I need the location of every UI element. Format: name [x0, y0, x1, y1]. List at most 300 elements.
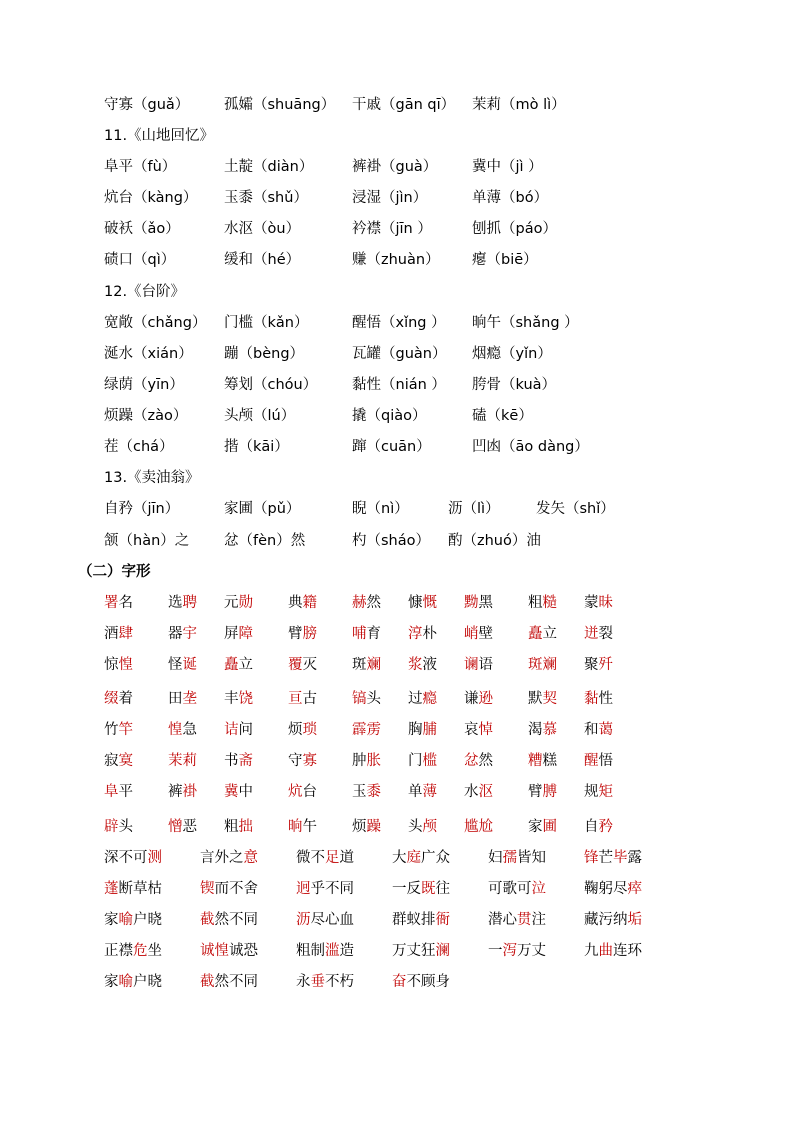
vocab-word	[528, 621, 557, 647]
vocab-word	[168, 652, 197, 678]
pinyin-entry: 缓和（hé）	[224, 252, 301, 268]
highlighted-char: 颅	[422, 819, 437, 835]
plain-char: 裂	[598, 626, 613, 642]
lesson-heading	[0, 123, 794, 149]
pinyin-entry: 胯骨（kuà）	[472, 377, 557, 393]
plain-char: 急	[182, 722, 197, 738]
pinyin-entry: 裤褂（guà）	[352, 159, 438, 175]
pinyin-word-tail: 油	[526, 533, 541, 549]
plain-char: 水	[464, 784, 479, 800]
vocab-word	[528, 779, 557, 805]
vocab-word	[584, 652, 613, 678]
pinyin-entry: 干戚（gān qī）	[352, 97, 456, 113]
plain-char: 液	[422, 657, 437, 673]
plain-char: 名	[118, 595, 133, 611]
plain-char: 连环	[613, 943, 642, 959]
pinyin-word: 茉莉	[472, 97, 501, 113]
vocab-word	[352, 652, 381, 678]
idiom-row	[0, 876, 794, 902]
plain-char: 皆知	[517, 850, 546, 866]
vocab-word	[584, 814, 613, 840]
idiom	[104, 907, 162, 933]
highlighted-char: 槛	[422, 753, 437, 769]
vocab-word	[528, 748, 557, 774]
highlighted-char: 锲	[200, 881, 215, 897]
pinyin-word: 胯骨	[472, 377, 501, 393]
vocab-word	[408, 717, 437, 743]
plain-char: 芒	[598, 850, 613, 866]
highlighted-char: 脯	[422, 722, 437, 738]
highlighted-char: 茉	[168, 753, 183, 769]
highlighted-char: 琐	[302, 722, 317, 738]
vocab-word	[584, 686, 613, 712]
idiom	[296, 938, 354, 964]
highlighted-char: 醒	[584, 753, 599, 769]
highlighted-char: 忿	[464, 753, 479, 769]
plain-char: 深不可	[104, 850, 148, 866]
plain-char: 烦	[352, 819, 367, 835]
pinyin-word: 水沤	[224, 221, 253, 237]
plain-char: 正襟	[104, 943, 133, 959]
highlighted-char: 既	[421, 881, 436, 897]
plain-char: 谦	[464, 691, 479, 707]
plain-char: 家	[104, 912, 119, 928]
pinyin-entry: 水沤（òu）	[224, 221, 301, 237]
highlighted-char: 矜	[598, 819, 613, 835]
pinyin-reading: xián	[147, 346, 179, 362]
pinyin-reading: diàn	[267, 159, 299, 175]
pinyin-reading: jì	[515, 159, 529, 175]
plain-char: 蒙	[584, 595, 599, 611]
plain-char: 灭	[302, 657, 317, 673]
pinyin-entry: 宽敞（chǎng）	[104, 315, 207, 331]
pinyin-reading: shǐ	[579, 501, 601, 517]
plain-char: 过	[408, 691, 423, 707]
pinyin-reading: guàn	[395, 346, 432, 362]
highlighted-char: 诚	[200, 943, 215, 959]
pinyin-word: 碛口	[104, 252, 133, 268]
plain-char: 广众	[421, 850, 450, 866]
highlighted-char: 炕	[288, 784, 303, 800]
pinyin-reading: zhuàn	[381, 252, 426, 268]
vocab-word	[464, 590, 493, 616]
pinyin-entry: 衿襟（jīn ）	[352, 221, 432, 237]
highlighted-char: 勋	[238, 595, 253, 611]
vocab-word	[528, 814, 557, 840]
highlighted-char: 契	[542, 691, 557, 707]
word-row	[0, 590, 794, 616]
pinyin-word: 刨抓	[472, 221, 501, 237]
pinyin-entry: 头颅（lú）	[224, 408, 296, 424]
pinyin-word: 干戚	[352, 97, 381, 113]
idiom	[584, 876, 642, 902]
vocab-word	[464, 621, 493, 647]
vocab-word	[464, 652, 493, 678]
pinyin-reading: bó	[515, 190, 534, 206]
highlighted-char: 孺	[502, 850, 517, 866]
vocab-word	[584, 748, 613, 774]
vocab-word	[288, 590, 317, 616]
pinyin-reading: yǐn	[515, 346, 538, 362]
vocab-word	[584, 717, 613, 743]
vocab-word	[464, 717, 493, 743]
pinyin-row	[0, 185, 794, 211]
plain-char: 家	[104, 974, 119, 990]
pinyin-entry: 忿（fèn）然	[224, 533, 306, 549]
highlighted-char: 诘	[224, 722, 239, 738]
plain-char: 书	[224, 753, 239, 769]
vocab-word	[584, 621, 613, 647]
highlighted-char: 惶	[168, 722, 183, 738]
vocab-word	[224, 748, 253, 774]
pinyin-word: 蹦	[224, 346, 239, 362]
plain-char: 台	[302, 784, 317, 800]
vocab-word	[168, 748, 197, 774]
highlighted-char: 谰	[464, 657, 479, 673]
pinyin-reading: qì	[147, 252, 161, 268]
highlighted-char: 锋	[584, 850, 599, 866]
pinyin-entry: 孤孀（shuāng）	[224, 97, 336, 113]
plain-char: 大	[392, 850, 407, 866]
pinyin-word: 阜平	[104, 159, 133, 175]
plain-char: 造	[339, 943, 354, 959]
highlighted-char: 晌	[288, 819, 303, 835]
plain-char: 往	[435, 881, 450, 897]
vocab-word	[464, 779, 493, 805]
idiom	[392, 907, 450, 933]
highlighted-char: 褂	[182, 784, 197, 800]
idiom-row	[0, 845, 794, 871]
plain-char: 可歌可	[488, 881, 532, 897]
pinyin-word: 缓和	[224, 252, 253, 268]
pinyin-entry: 单薄（bó）	[472, 190, 549, 206]
highlighted-char: 尴	[464, 819, 479, 835]
word-row	[0, 686, 794, 712]
pinyin-row	[0, 434, 794, 460]
pinyin-entry: 碛口（qì）	[104, 252, 176, 268]
word-row	[0, 748, 794, 774]
plain-char: 不朽	[325, 974, 354, 990]
pinyin-reading: kāi	[253, 439, 275, 455]
highlighted-char: 霹	[352, 722, 367, 738]
pinyin-reading: hé	[267, 252, 286, 268]
pinyin-reading: jīn	[395, 221, 418, 237]
pinyin-reading: cuān	[381, 439, 417, 455]
idiom-row	[0, 907, 794, 933]
plain-char: 着	[118, 691, 133, 707]
pinyin-word: 破袄	[104, 221, 133, 237]
pinyin-entry: 睨（nì）	[352, 501, 409, 517]
pinyin-word: 家圃	[224, 501, 253, 517]
plain-char: 默	[528, 691, 543, 707]
highlighted-char: 澜	[435, 943, 450, 959]
plain-char: 语	[478, 657, 493, 673]
pinyin-word: 门槛	[224, 315, 253, 331]
vocab-word	[528, 717, 557, 743]
word-row	[0, 814, 794, 840]
highlighted-char: 测	[147, 850, 162, 866]
pinyin-entry: 玉黍（shǔ）	[224, 190, 308, 206]
highlighted-char: 垢	[627, 912, 642, 928]
plain-char: 怪	[168, 657, 183, 673]
pinyin-entry: 刨抓（páo）	[472, 221, 557, 237]
pinyin-entry: 蹦（bèng）	[224, 346, 305, 362]
plain-char: 然不同	[214, 974, 258, 990]
plain-char: 慷	[408, 595, 423, 611]
plain-char: 臂	[288, 626, 303, 642]
pinyin-row	[0, 403, 794, 429]
idiom	[584, 845, 642, 871]
idiom	[488, 845, 546, 871]
lesson-title: 13.《卖油翁》	[104, 470, 200, 486]
pinyin-entry: 破袄（ǎo）	[104, 221, 180, 237]
vocab-word	[352, 814, 381, 840]
highlighted-char: 冀	[224, 784, 239, 800]
vocab-word	[408, 748, 437, 774]
plain-char: 户晓	[133, 974, 162, 990]
idiom	[296, 845, 354, 871]
plain-char: 选	[168, 595, 183, 611]
idiom	[584, 907, 642, 933]
pinyin-word: 酌	[448, 533, 463, 549]
plain-char: 元	[224, 595, 239, 611]
highlighted-char: 寞	[118, 753, 133, 769]
pinyin-word: 磕	[472, 408, 487, 424]
plain-char: 典	[288, 595, 303, 611]
pinyin-entry: 发矢（shǐ）	[536, 501, 615, 517]
pinyin-reading: shǔ	[267, 190, 294, 206]
vocab-word	[224, 621, 253, 647]
highlighted-char: 膊	[542, 784, 557, 800]
plain-char: 然	[478, 753, 493, 769]
pinyin-entry: 筹划（chóu）	[224, 377, 318, 393]
pinyin-reading: lì	[477, 501, 486, 517]
plain-char: 头	[118, 819, 133, 835]
highlighted-char: 斑	[528, 657, 543, 673]
pinyin-word: 沥	[448, 501, 463, 517]
highlighted-char: 莉	[182, 753, 197, 769]
highlighted-char: 浆	[408, 657, 423, 673]
highlighted-char: 淳	[408, 626, 423, 642]
pinyin-word: 浸湿	[352, 190, 381, 206]
pinyin-word: 赚	[352, 252, 367, 268]
highlighted-char: 黝	[464, 595, 479, 611]
plain-char: 玉	[352, 784, 367, 800]
highlighted-char: 垄	[182, 691, 197, 707]
vocab-word	[408, 621, 437, 647]
pinyin-entry: 揩（kāi）	[224, 439, 289, 455]
pinyin-entry: 瘪（biē）	[472, 252, 538, 268]
pinyin-reading: òu	[267, 221, 286, 237]
idiom	[296, 876, 354, 902]
pinyin-word: 瘪	[472, 252, 487, 268]
plain-char: 悟	[598, 753, 613, 769]
idiom	[200, 907, 258, 933]
pinyin-word: 忿	[224, 533, 239, 549]
plain-char: 立	[542, 626, 557, 642]
pinyin-reading: fèn	[253, 533, 277, 549]
highlighted-char: 糙	[542, 595, 557, 611]
vocab-word	[408, 779, 437, 805]
pinyin-reading: sháo	[381, 533, 416, 549]
idiom	[392, 845, 450, 871]
pinyin-word: 蹿	[352, 439, 367, 455]
pinyin-word: 筹划	[224, 377, 253, 393]
plain-char: 不顾身	[406, 974, 450, 990]
highlighted-char: 惶	[118, 657, 133, 673]
vocab-word	[352, 717, 381, 743]
highlighted-char: 阜	[104, 784, 119, 800]
pinyin-entry: 阜平（fù）	[104, 159, 177, 175]
pinyin-entry: 赚（zhuàn）	[352, 252, 440, 268]
vocab-word	[464, 814, 493, 840]
plain-char: 屏	[224, 626, 239, 642]
vocab-word	[168, 621, 197, 647]
highlighted-char: 庭	[406, 850, 421, 866]
plain-char: 一反	[392, 881, 421, 897]
plain-char: 然	[366, 595, 381, 611]
plain-char: 惊	[104, 657, 119, 673]
pinyin-entry: 瓦罐（guàn）	[352, 346, 447, 362]
pinyin-word: 炕台	[104, 190, 133, 206]
idiom	[392, 938, 450, 964]
plain-char: 头	[408, 819, 423, 835]
idiom-row	[0, 938, 794, 964]
pinyin-word: 冀中	[472, 159, 501, 175]
vocab-word	[168, 717, 197, 743]
pinyin-reading: chá	[133, 439, 160, 455]
pinyin-entry: 磕（kē）	[472, 408, 533, 424]
pinyin-reading: xǐng	[395, 315, 432, 331]
highlighted-char: 竿	[118, 722, 133, 738]
highlighted-char: 拙	[238, 819, 253, 835]
pinyin-reading: guà	[395, 159, 423, 175]
plain-char: 露	[627, 850, 642, 866]
pinyin-word: 头颅	[224, 408, 253, 424]
idiom	[200, 876, 258, 902]
pinyin-entry: 浸湿（jìn）	[352, 190, 428, 206]
pinyin-word: 晌午	[472, 315, 501, 331]
vocab-word	[528, 652, 557, 678]
idiom	[200, 845, 258, 871]
pinyin-entry: 黏性（nián ）	[352, 377, 446, 393]
pinyin-reading: kē	[501, 408, 519, 424]
highlighted-char: 肆	[118, 626, 133, 642]
plain-char: 藏污纳	[584, 912, 628, 928]
plain-char: 万丈	[517, 943, 546, 959]
highlighted-char: 足	[325, 850, 340, 866]
plain-char: 育	[366, 626, 381, 642]
plain-char: 问	[238, 722, 253, 738]
idiom-row	[0, 969, 794, 995]
highlighted-char: 毕	[613, 850, 628, 866]
idiom	[200, 938, 258, 964]
pinyin-entry: 醒悟（xǐng ）	[352, 315, 446, 331]
plain-char: 臂	[528, 784, 543, 800]
pinyin-reading: yīn	[147, 377, 170, 393]
plain-char: 酒	[104, 626, 119, 642]
vocab-word	[288, 621, 317, 647]
highlighted-char: 惶	[214, 943, 229, 959]
highlighted-char: 薄	[422, 784, 437, 800]
pinyin-reading: nián	[395, 377, 432, 393]
vocab-word	[104, 779, 133, 805]
pinyin-word: 孤孀	[224, 97, 253, 113]
plain-char: 黑	[478, 595, 493, 611]
vocab-word	[464, 686, 493, 712]
idiom	[296, 969, 354, 995]
pinyin-entry: 冀中（jì ）	[472, 159, 543, 175]
vocab-word	[408, 814, 437, 840]
plain-char: 器	[168, 626, 183, 642]
idiom	[296, 907, 354, 933]
pinyin-word: 守寡	[104, 97, 133, 113]
highlighted-char: 意	[243, 850, 258, 866]
vocab-word	[224, 814, 253, 840]
pinyin-word: 揩	[224, 439, 239, 455]
highlighted-char: 胀	[366, 753, 381, 769]
vocab-word	[104, 686, 133, 712]
plain-char: 断草枯	[118, 881, 162, 897]
highlighted-char: 亘	[288, 691, 303, 707]
highlighted-char: 奋	[392, 974, 407, 990]
plain-char: 潜心	[488, 912, 517, 928]
plain-char: 哀	[464, 722, 479, 738]
idiom	[584, 938, 642, 964]
pinyin-word: 发矢	[536, 501, 565, 517]
highlighted-char: 瘁	[627, 881, 642, 897]
pinyin-row	[0, 372, 794, 398]
plain-char: 守	[288, 753, 303, 769]
pinyin-reading: mò lì	[515, 97, 552, 113]
pinyin-reading: shuāng	[267, 97, 321, 113]
plain-char: 田	[168, 691, 183, 707]
plain-char: 头	[366, 691, 381, 707]
word-row	[0, 717, 794, 743]
plain-char: 寂	[104, 753, 119, 769]
highlighted-char: 泣	[531, 881, 546, 897]
plain-char: 言外之	[200, 850, 244, 866]
pinyin-row	[0, 496, 794, 522]
plain-char: 一	[488, 943, 503, 959]
highlighted-char: 瘾	[422, 691, 437, 707]
vocab-word	[352, 686, 381, 712]
section-title: （二）字形	[78, 564, 151, 580]
plain-char: 永	[296, 974, 311, 990]
vocab-word	[104, 621, 133, 647]
vocab-word	[408, 686, 437, 712]
plain-char: 丰	[224, 691, 239, 707]
plain-char: 竹	[104, 722, 119, 738]
highlighted-char: 糟	[528, 753, 543, 769]
pinyin-entry: 晌午（shǎng ）	[472, 315, 579, 331]
vocab-word	[104, 717, 133, 743]
plain-char: 乎不同	[310, 881, 354, 897]
pinyin-entry: 烟瘾（yǐn）	[472, 346, 552, 362]
pinyin-reading: āo dàng	[515, 439, 575, 455]
highlighted-char: 歼	[598, 657, 613, 673]
vocab-word	[168, 590, 197, 616]
highlighted-char: 斓	[542, 657, 557, 673]
highlighted-char: 寡	[302, 753, 317, 769]
pinyin-entry: 茉莉（mò lì）	[472, 97, 566, 113]
vocab-word	[104, 748, 133, 774]
pinyin-reading: lú	[267, 408, 281, 424]
vocab-word	[584, 590, 613, 616]
highlighted-char: 矗	[224, 657, 239, 673]
pinyin-word: 玉黍	[224, 190, 253, 206]
vocab-word	[464, 748, 493, 774]
